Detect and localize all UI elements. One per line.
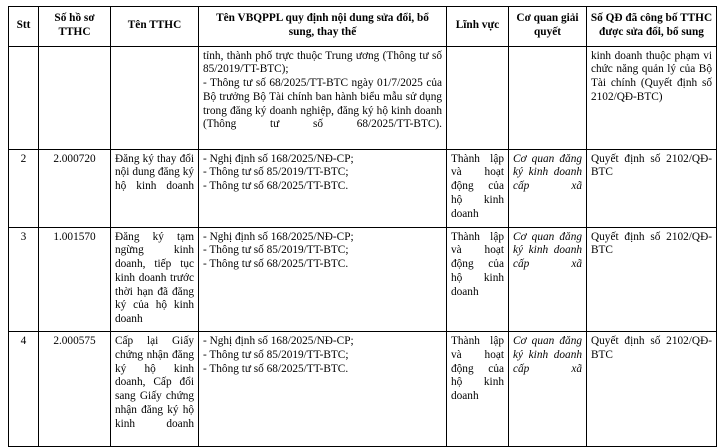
- tthc-text: Cấp lại Giấy chứng nhận đăng ký hộ kinh doanh, Cấp đổi sang Giấy chứng nhận đăng ký hộ kinh doanh: [115, 335, 194, 430]
- cell-ten-tthc: [111, 332, 199, 447]
- cell-so-qd: Quyết định số 2102/QĐ-BTC: [587, 227, 717, 331]
- co-quan-text: Cơ quan đăng ký kinh doanh cấp xã: [513, 152, 582, 193]
- cell-so-qd: Quyết định số 2102/QĐ-BTC: [587, 149, 717, 227]
- vbqppl-line: tỉnh, thành phố trực thuộc Trung ương (Thông tư số 85/2019/TT-BTC);: [203, 49, 442, 76]
- header-linh-vuc: Lĩnh vực: [447, 7, 509, 47]
- cell-stt: 2: [9, 149, 39, 227]
- cell-so-ho-so: 2.000720: [39, 149, 111, 227]
- table-row: [9, 46, 717, 149]
- cell-co-quan: [509, 227, 587, 331]
- table-header-row: [9, 7, 717, 47]
- header-stt: Stt: [9, 7, 39, 47]
- tthc-text: Đăng ký thay đổi nội dung đăng ký hộ kinh doanh: [115, 152, 194, 193]
- header-ten-vbqppl: Tên VBQPPL quy định nội dung sửa đổi, bổ sung, thay thế: [199, 7, 447, 47]
- header-ten-tthc: Tên TTHC: [111, 7, 199, 47]
- header-so-ho-so: Số hồ sơ TTHC: [39, 7, 111, 47]
- linh-vuc-text: Thành lập và hoạt động của hộ kinh doanh: [451, 152, 504, 220]
- cell-ten-vbqppl: [199, 227, 447, 331]
- cell-stt: [9, 46, 39, 149]
- co-quan-text: Cơ quan đăng ký kinh doanh cấp xã: [513, 335, 582, 375]
- cell-ten-tthc: [111, 227, 199, 331]
- vbqppl-line: - Thông tư số 85/2019/TT-BTC;: [203, 244, 349, 257]
- cell-linh-vuc: [447, 227, 509, 331]
- cell-stt: 3: [9, 227, 39, 331]
- linh-vuc-text: Thành lập và hoạt động của hộ kinh doanh: [451, 230, 504, 298]
- cell-so-ho-so: [39, 46, 111, 149]
- cell-so-ho-so: 2.000575: [39, 332, 111, 447]
- cell-linh-vuc: [447, 332, 509, 447]
- vbqppl-line: - Thông tư số 68/2025/TT-BTC.: [203, 362, 349, 375]
- tthc-table: [8, 6, 717, 447]
- vbqppl-line: - Nghị định số 168/2025/NĐ-CP;: [203, 335, 354, 348]
- cell-ten-vbqppl: [199, 149, 447, 227]
- cell-co-quan: [509, 46, 587, 149]
- cell-ten-vbqppl: [199, 46, 447, 149]
- vbqppl-line: - Thông tư số 68/2025/TT-BTC.: [203, 258, 349, 271]
- vbqppl-line: - Thông tư số 68/2025/TT-BTC.: [203, 180, 349, 193]
- cell-ten-vbqppl: [199, 332, 447, 447]
- cell-co-quan: [509, 149, 587, 227]
- cell-co-quan: [509, 332, 587, 447]
- table-row: [9, 227, 717, 331]
- vbqppl-line: - Nghị định số 168/2025/NĐ-CP;: [203, 230, 354, 243]
- vbqppl-line: - Thông tư số 85/2019/TT-BTC;: [203, 166, 349, 179]
- vbqppl-line: - Nghị định số 168/2025/NĐ-CP;: [203, 152, 354, 165]
- cell-linh-vuc: [447, 149, 509, 227]
- cell-linh-vuc: [447, 46, 509, 149]
- table-row: [9, 149, 717, 227]
- vbqppl-line: - Thông tư số 68/2025/TT-BTC ngày 01/7/2025 của Bộ trưởng Bộ Tài chính ban hành biểu mẫu sử dụng trong đăng ký doanh nghiệp, đăng ký hộ kinh doanh (Thông tư số 68/2025/TT-BTC).: [203, 77, 442, 131]
- header-so-qd: Số QĐ đã công bố TTHC được sửa đổi, bổ sung: [587, 7, 717, 47]
- linh-vuc-text: Thành lập và hoạt động của hộ kinh doanh: [451, 335, 504, 403]
- cell-stt: 4: [9, 332, 39, 447]
- header-co-quan: Cơ quan giải quyết: [509, 7, 587, 47]
- vbqppl-line: - Thông tư số 85/2019/TT-BTC;: [203, 348, 349, 361]
- co-quan-text: Cơ quan đăng ký kinh doanh cấp xã: [513, 230, 582, 271]
- cell-so-qd: kinh doanh thuộc phạm vi chức năng quản lý của Bộ Tài chính (Quyết định số 2102/QĐ-BTC): [587, 46, 717, 149]
- cell-ten-tthc: [111, 149, 199, 227]
- cell-so-qd: Quyết định số 2102/QĐ-BTC: [587, 332, 717, 447]
- cell-ten-tthc: [111, 46, 199, 149]
- table-row: [9, 332, 717, 447]
- tthc-text: Đăng ký tạm ngừng kinh doanh, tiếp tục kinh doanh trước thời hạn đã đăng ký của hộ kinh doanh: [115, 230, 194, 326]
- cell-so-ho-so: 1.001570: [39, 227, 111, 331]
